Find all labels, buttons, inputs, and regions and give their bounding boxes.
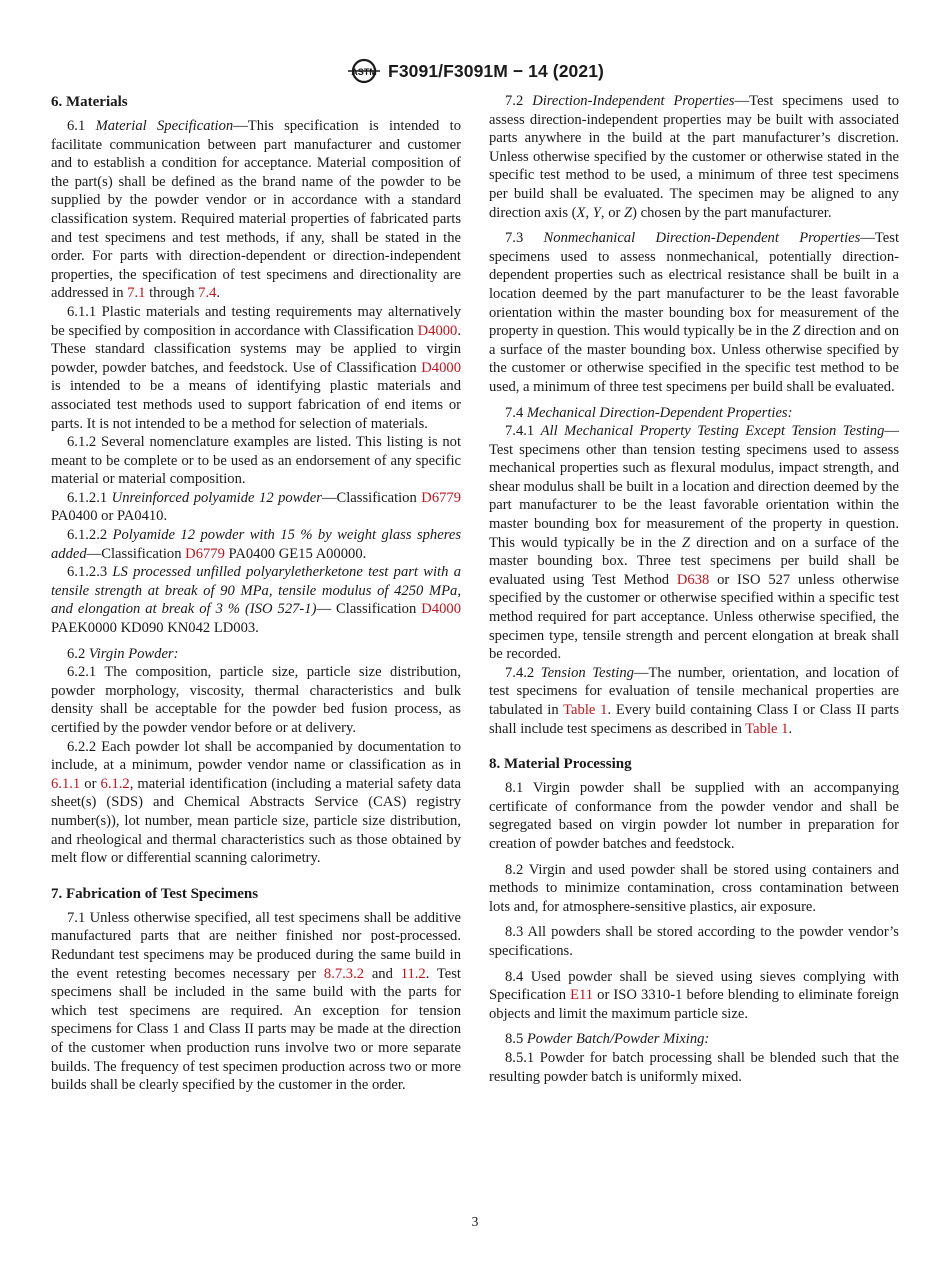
- paragraph-title: Virgin Powder:: [88, 645, 179, 662]
- paragraph-title: LS processed unfilled polyaryletherketone test part with a tensile strength at break of 90 MPa, tensile modulus of 4250 MPa, and elongation at break of 3 % (ISO 527-1): [51, 564, 461, 618]
- ref-link-11-2[interactable]: 11.2: [400, 965, 426, 982]
- paragraph-text: —The number, orientation, and location of test specimens for evaluation of tensile mechanical properties are tabulated in: [489, 664, 899, 718]
- paragraph-title: Powder Batch/Powder Mixing:: [526, 1031, 710, 1048]
- paragraph-8-4: [489, 968, 899, 1024]
- ref-link-table-1[interactable]: Table 1: [563, 702, 608, 718]
- paragraph-text: .: [216, 285, 221, 302]
- astm-logo: [346, 56, 382, 86]
- left-column: [51, 92, 461, 1095]
- paragraph-6-2-2: [51, 738, 461, 868]
- paragraph-text: 6.1.1 Plastic materials and testing requirements may alternatively be specified by composition in accordance with Classification: [51, 303, 461, 339]
- paragraph-number: 7.3: [505, 230, 544, 247]
- ref-link-7-1[interactable]: 7.1: [127, 285, 146, 302]
- paragraph-text: PAEK0000 KD090 KN042 LD003.: [51, 620, 259, 637]
- paragraph-text: .: [788, 720, 793, 737]
- paragraph-number: 8.5: [505, 1031, 527, 1048]
- paragraph-7-4: [489, 404, 899, 423]
- paragraph-text: through: [145, 285, 199, 302]
- paragraph-title: Nonmechanical Direction-Dependent Properties: [543, 230, 861, 247]
- ref-link-8-7-3-2[interactable]: 8.7.3.2: [323, 965, 365, 982]
- paragraph-8-3: 8.3 All powders shall be stored according to the powder vendor’s specifications.: [489, 924, 899, 959]
- ref-link-table-1[interactable]: Table 1: [745, 720, 789, 737]
- paragraph-6-1-2-3: [51, 563, 461, 637]
- paragraph-text: —Test specimens used to assess direction-independent properties may be built with associated parts anywhere in the build at the part manufacturer’s discretion. Unless otherwise specified by the customer or otherwise stated in the specific test method to be used, a minimum of three test specimens per build shall be evaluated. The specimen may be aligned to any direction axis (: [489, 93, 899, 221]
- paragraph-7-2: [489, 92, 899, 222]
- paragraph-6-1-1: [51, 303, 461, 433]
- axis-x: X: [576, 204, 586, 221]
- paragraph-text: —Test specimens other than tension testing specimens used to assess mechanical properties such as flexural modulus, impact strength, and shear modulus shall be built in a location and direction deemed by the part manufacturer to be the least favorable orientation within the master bounding box for measurement of the property in question. This would typically be in the: [489, 423, 899, 551]
- ref-link-d638[interactable]: D638: [676, 571, 710, 588]
- document-designation: F3091/F3091M − 14 (2021): [388, 60, 604, 81]
- ref-link-6-1-2[interactable]: 6.1.2: [100, 775, 130, 792]
- page-number: 3: [471, 1214, 479, 1229]
- paragraph-text: —Classification: [86, 545, 186, 562]
- paragraph-7-1: [51, 909, 461, 1095]
- paragraph-number: 7.4.1: [505, 423, 541, 440]
- paragraph-text: , material identification (including a material safety data sheet(s) (SDS) and Chemical Abstracts Service (CAS) registry number(s)), lot number, mean particle size, particle size distribution, and rheological and thermal characteristics such as those obtained by melt flow or differential scanning calorimetry.: [51, 775, 461, 867]
- paragraph-text: . These standard classification systems may be applied to virgin powder, powder batches, and feedstock. Use of Classification: [51, 322, 461, 376]
- axis-z: Z: [792, 323, 801, 340]
- paragraph-text: . Test specimens shall be included in the same build with the parts for which test specimens are required. An exception for tension specimens for Class 1 and Class II parts may be made at the direction of the customer when production runs involve two or more separate builds. The frequency of test specimen production across two or more builds shall be clearly specified by the customer in the order.: [51, 965, 461, 1094]
- axis-z: Z: [682, 534, 691, 551]
- paragraph-text: , or: [600, 204, 624, 221]
- ref-link-d4000[interactable]: D4000: [421, 359, 461, 376]
- paragraph-7-4-1: [489, 422, 899, 664]
- ref-link-7-4[interactable]: 7.4: [198, 285, 217, 302]
- paragraph-text: —Test specimens used to assess nonmechanical, potentially direction-dependent properties such as electrical resistance shall be built in a location deemed by the part manufacturer to be the least favorable orientation within the master bounding box for measurement of the property in question. This would typically be in the: [489, 230, 899, 340]
- paragraph-text: and: [364, 965, 401, 982]
- ref-link-e11[interactable]: E11: [570, 987, 594, 1004]
- paragraph-text: . Every build containing Class I or Class II parts shall include test specimens as described in: [489, 702, 899, 737]
- right-column: [489, 92, 899, 1086]
- paragraph-number: 6.1.2.1: [67, 489, 112, 506]
- paragraph-title: Direction-Independent Properties: [532, 93, 735, 109]
- paragraph-text: ) chosen by the part manufacturer.: [632, 204, 832, 221]
- paragraph-8-5-1: 8.5.1 Powder for batch processing shall be blended such that the resulting powder batch is uniformly mixed.: [489, 1049, 899, 1085]
- paragraph-text: 8.4 Used powder shall be sieved using sieves complying with Specification: [489, 968, 899, 1004]
- paragraph-number: 7.4.2: [505, 664, 541, 681]
- ref-link-d6779[interactable]: D6779: [185, 545, 225, 562]
- paragraph-number: 6.1.2.3: [67, 564, 113, 581]
- ref-link-d4000[interactable]: D4000: [421, 601, 461, 618]
- paragraph-6-1: [51, 117, 461, 303]
- page-header: [0, 56, 950, 86]
- paragraph-8-2: 8.2 Virgin and used powder shall be stored using containers and methods to minimize contamination, cross contamination between lots and, for atmosphere-sensitive plastics, air exposure.: [489, 861, 899, 915]
- paragraph-number: 6.2: [67, 645, 89, 662]
- paragraph-text: — Classification: [316, 601, 422, 618]
- paragraph-text: is intended to be a means of identifying plastic materials and associated test methods used to support fabrication of end items or parts. It is not intended to be a method for selection of materials.: [51, 378, 461, 432]
- paragraph-number: 7.2: [505, 93, 533, 109]
- paragraph-title: Material Specification: [95, 118, 234, 134]
- paragraph-title: Polyamide 12 powder with 15 % by weight glass spheres added: [51, 527, 461, 562]
- paragraph-7-4-2: [489, 664, 899, 738]
- paragraph-text: or ISO 527 unless otherwise specified by the customer or otherwise specified within a specific test method required for part acceptance. Unless otherwise specified, the specimen type, tensile strength and percent elongation at break shall be recorded.: [489, 571, 899, 663]
- paragraph-7-3: [489, 229, 899, 396]
- paragraph-8-1: 8.1 Virgin powder shall be supplied with an accompanying certificate of conformance from the powder vendor and shall be segregated based on virgin powder lot number in preparation for creation of powder batches and feedstock.: [489, 780, 899, 852]
- paragraph-text: direction and on a surface of the master bounding box. Three test specimens per build shall be evaluated using Test Method: [489, 534, 899, 588]
- paragraph-title: Unreinforced polyamide 12 powder: [111, 489, 322, 506]
- section-6-heading: 6. Materials: [51, 94, 128, 110]
- paragraph-title: Mechanical Direction-Dependent Properties:: [526, 404, 793, 421]
- paragraph-text: or: [80, 775, 101, 792]
- paragraph-text: ,: [585, 204, 593, 221]
- paragraph-text: —This specification is intended to facilitate communication between part manufacturer and customer and to establish a condition for acceptance. Material composition of the part(s) shall be defined as the brand name of the powder to be supplied by the powder vendor or in accordance with a standard classification system. Required material properties of fabricated parts and test specimens and test methods, if any, shall be stated in the order. For parts with direction-dependent or direction-independent properties, the specification of test specimens and directionality are addressed in: [51, 118, 462, 302]
- paragraph-8-5: [489, 1030, 899, 1049]
- paragraph-text: —Classification: [321, 489, 422, 506]
- paragraph-6-1-2: 6.1.2 Several nomenclature examples are listed. This listing is not meant to be complete or to be used as an endorsement of any specific material or material composition.: [51, 434, 461, 488]
- paragraph-text: PA0400 GE15 A00000.: [224, 545, 367, 562]
- paragraph-6-1-2-1: [51, 489, 461, 526]
- section-7-heading: 7. Fabrication of Test Specimens: [51, 885, 259, 902]
- paragraph-6-2: [51, 645, 461, 664]
- axis-z: Z: [624, 204, 633, 221]
- paragraph-6-1-2-2: [51, 526, 461, 563]
- paragraph-text: direction and on a surface of the master bounding box. Unless otherwise specified by the customer or otherwise specified in the specific test method to be used, a minimum of three test specimens per build shall be evaluated.: [489, 323, 899, 395]
- paragraph-text: 6.2.2 Each powder lot shall be accompanied by documentation to include, at a minimum, powder vendor name or classification as in: [51, 738, 461, 774]
- logo-text: ASTM: [351, 67, 377, 77]
- paragraph-text: 7.1 Unless otherwise specified, all test specimens shall be additive manufactured parts that are neither finished nor post-processed. Redundant test specimens may be produced during the same build in the event retesting becomes necessary per: [51, 909, 461, 982]
- axis-y: Y: [592, 204, 601, 221]
- paragraph-number: 7.4: [505, 404, 527, 421]
- ref-link-d6779[interactable]: D6779: [421, 489, 462, 506]
- paragraph-text: or ISO 3310-1 before blending to eliminate foreign objects and limit the maximum particle size.: [489, 987, 899, 1022]
- paragraph-6-2-1: 6.2.1 The composition, particle size, particle size distribution, powder morphology, viscosity, thermal characteristics and bulk density shall be acceptable for the powder bed fusion process, as certified by the powder vendor before or at delivery.: [51, 664, 461, 736]
- paragraph-title: Tension Testing: [540, 664, 634, 681]
- paragraph-number: 6.1.2.2: [67, 527, 113, 544]
- ref-link-d4000[interactable]: D4000: [417, 322, 458, 339]
- section-8-heading: 8. Material Processing: [489, 756, 632, 773]
- paragraph-title: All Mechanical Property Testing Except Tension Testing: [540, 423, 885, 440]
- ref-link-6-1-1[interactable]: 6.1.1: [51, 775, 81, 792]
- paragraph-text: PA0400 or PA0410.: [51, 508, 168, 525]
- paragraph-number: 6.1: [67, 118, 96, 134]
